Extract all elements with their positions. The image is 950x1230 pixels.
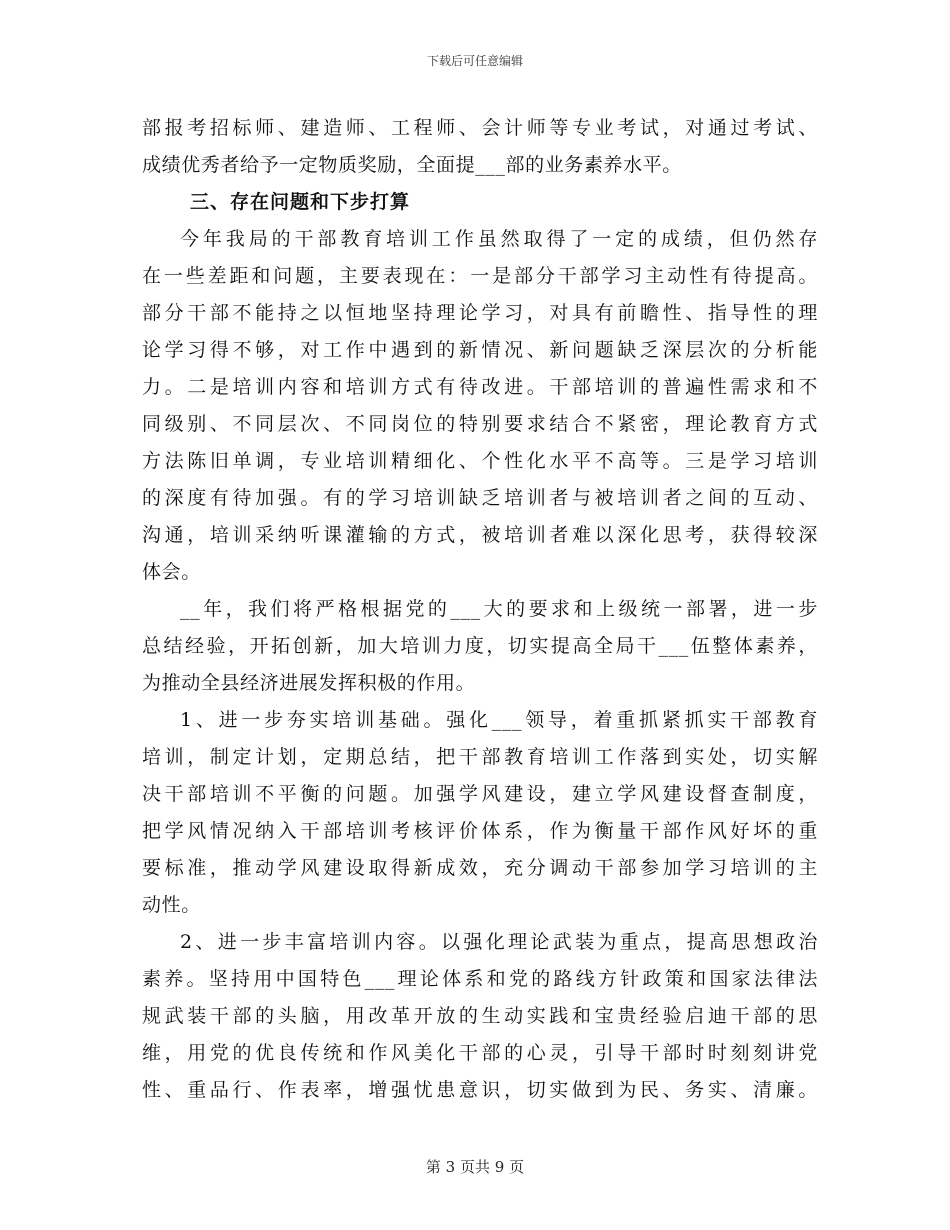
body-line: 力。二是培训内容和培训方式有待改进。干部培训的普遍性需求和不: [142, 376, 818, 398]
paragraph-first-line: 2、进一步丰富培训内容。以强化理论武装为重点，提高思想政治: [180, 931, 818, 953]
body-line: 同级别、不同层次、不同岗位的特别要求结合不紧密，理论教育方式: [142, 413, 818, 435]
paragraph-first-line: 1、进一步夯实培训基础。强化___领导，着重抓紧抓实干部教育: [180, 709, 818, 731]
body-line: 把学风情况纳入干部培训考核评价体系，作为衡量干部作风好坏的重: [142, 820, 818, 842]
page-number: 第 3 页共 9 页: [425, 1158, 525, 1176]
body-line: 部报考招标师、建造师、工程师、会计师等专业考试，对通过考试、: [142, 117, 818, 139]
page-header: 下载后可任意编辑: [426, 54, 523, 68]
body-line: 的深度有待加强。有的学习培训缺乏培训者与被培训者之间的互动、: [142, 487, 818, 509]
body-line: 规武装干部的头脑，用改革开放的生动实践和宝贵经验启迪干部的思: [142, 1005, 818, 1027]
body-line: 动性。: [142, 894, 201, 916]
section-heading: 三、存在问题和下步打算: [190, 191, 411, 213]
body-line: 总结经验，开拓创新，加大培训力度，切实提高全局干___伍整体素养，: [142, 635, 818, 657]
body-line: 沟通，培训采纳听课灌输的方式，被培训者难以深化思考，获得较深: [142, 524, 818, 546]
body-line: 论学习得不够，对工作中遇到的新情况、新问题缺乏深层次的分析能: [142, 339, 818, 361]
body-line: 维，用党的优良传统和作风美化干部的心灵，引导干部时时刻刻讲党: [142, 1042, 818, 1064]
body-line: 要标准，推动学风建设取得新成效，充分调动干部参加学习培训的主: [142, 857, 818, 879]
body-line: 成绩优秀者给予一定物质奖励，全面提___部的业务素养水平。: [142, 154, 682, 176]
body-line: 素养。坚持用中国特色___理论体系和党的路线方针政策和国家法律法: [142, 968, 818, 990]
body-line: 在一些差距和问题，主要表现在：一是部分干部学习主动性有待提高。: [142, 265, 818, 287]
body-line: 体会。: [142, 561, 201, 583]
body-line: 性、重品行、作表率，增强忧患意识，切实做到为民、务实、清廉。: [142, 1079, 818, 1101]
body-line: 方法陈旧单调，专业培训精细化、个性化水平不高等。三是学习培训: [142, 450, 818, 472]
body-line: 部分干部不能持之以恒地坚持理论学习，对具有前瞻性、指导性的理: [142, 302, 818, 324]
paragraph-first-line: 今年我局的干部教育培训工作虽然取得了一定的成绩，但仍然存: [180, 228, 818, 250]
body-line: 为推动全县经济进展发挥积极的作用。: [142, 672, 476, 694]
body-line: 培训，制定计划，定期总结，把干部教育培训工作落到实处，切实解: [142, 746, 818, 768]
body-line: 决干部培训不平衡的问题。加强学风建设，建立学风建设督查制度，: [142, 783, 818, 805]
paragraph-first-line: __年，我们将严格根据党的___大的要求和上级统一部署，进一步: [180, 598, 818, 620]
document-body: [142, 110, 818, 1109]
